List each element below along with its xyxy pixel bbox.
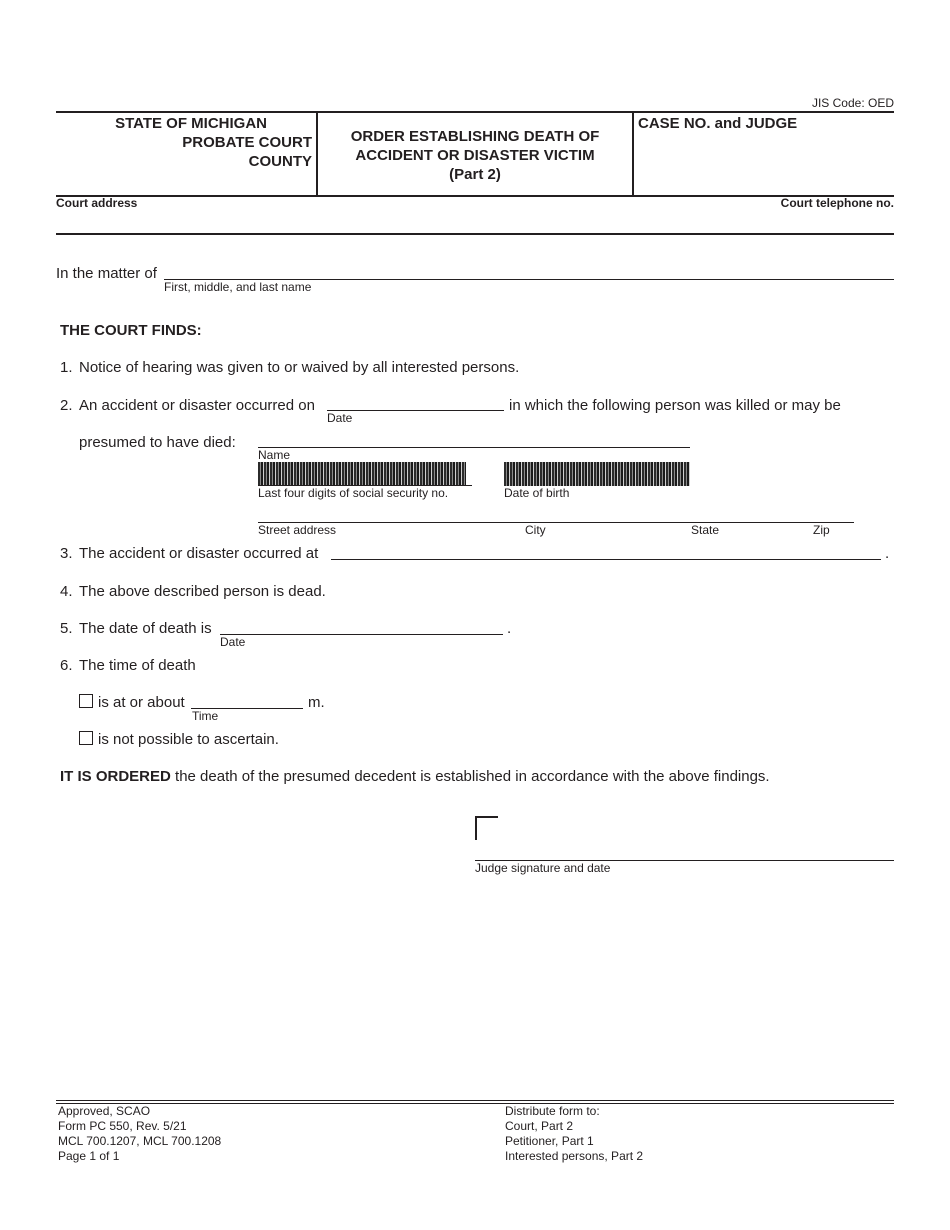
- time-unknown-text: is not possible to ascertain.: [98, 731, 279, 748]
- signature-corner-horizontal: [475, 816, 498, 818]
- header-divider-right: [632, 111, 634, 196]
- order-statement: [60, 768, 770, 785]
- item3-text: The accident or disaster occurred at: [79, 545, 319, 562]
- header-top-rule: [56, 111, 894, 113]
- footer-rule-top: [56, 1100, 894, 1101]
- judge-signature-caption: Judge signature and date: [475, 861, 611, 875]
- order-lead: IT IS ORDERED: [60, 768, 171, 785]
- accident-date-caption: Date: [327, 411, 353, 425]
- death-date-field[interactable]: [220, 634, 503, 635]
- form-title-line2: ACCIDENT OR DISASTER VICTIM: [355, 147, 595, 164]
- state-label: STATE OF MICHIGAN: [115, 115, 267, 132]
- case-no-label: CASE NO. and JUDGE: [638, 115, 798, 132]
- order-text: the death of the presumed decedent is established in accordance with the above findings.: [175, 768, 770, 785]
- matter-name-caption: First, middle, and last name: [164, 280, 312, 294]
- city-caption: City: [525, 523, 546, 537]
- item2-text-a: An accident or disaster occurred on: [79, 397, 315, 414]
- court-finds-heading: THE COURT FINDS:: [60, 322, 202, 339]
- item5-period: .: [507, 620, 512, 637]
- footer-page: Page 1 of 1: [58, 1149, 120, 1163]
- ssn-caption: Last four digits of social security no.: [258, 486, 449, 500]
- header-bottom-rule: [56, 195, 894, 197]
- accident-location-field[interactable]: [331, 559, 881, 560]
- death-date-caption: Date: [220, 635, 246, 649]
- court-address-label: Court address: [56, 196, 138, 210]
- form-title-line1: ORDER ESTABLISHING DEATH OF: [350, 128, 600, 145]
- time-suffix: m.: [308, 694, 325, 711]
- item4-number: 4.: [60, 583, 73, 600]
- footer-distribution-block: [505, 1104, 643, 1164]
- zip-caption: Zip: [813, 523, 830, 537]
- footer-statutes: MCL 700.1207, MCL 700.1208: [58, 1134, 222, 1148]
- dob-redacted-field[interactable]: [504, 462, 690, 486]
- matter-label: In the matter of: [56, 265, 157, 282]
- decedent-name-caption: Name: [258, 448, 291, 462]
- item3-number: 3.: [60, 545, 73, 562]
- footer-distribute-court: Court, Part 2: [505, 1119, 574, 1133]
- form-title-line3: (Part 2): [449, 166, 501, 183]
- address-rule: [56, 233, 894, 235]
- footer-distribute-interested: Interested persons, Part 2: [505, 1149, 644, 1163]
- item3-period: .: [885, 545, 890, 562]
- item6-number: 6.: [60, 657, 73, 674]
- address-field[interactable]: [258, 522, 854, 523]
- item4-text: The above described person is dead.: [79, 583, 326, 600]
- accident-date-field[interactable]: [327, 410, 504, 411]
- item1-text: Notice of hearing was given to or waived by all interested persons.: [79, 359, 520, 376]
- court-label: PROBATE COURT: [182, 134, 312, 151]
- item2-text-c: presumed to have died:: [79, 434, 236, 451]
- footer-approved: Approved, SCAO: [58, 1104, 151, 1118]
- time-known-checkbox[interactable]: [79, 694, 93, 708]
- court-phone-label: Court telephone no.: [780, 196, 894, 210]
- state-caption: State: [691, 523, 720, 537]
- item2-number: 2.: [60, 397, 73, 414]
- county-label: COUNTY: [248, 153, 312, 170]
- footer-approval-block: [58, 1104, 221, 1164]
- item5-text: The date of death is: [79, 620, 212, 637]
- form-title: [318, 127, 632, 184]
- time-unknown-checkbox[interactable]: [79, 731, 93, 745]
- dob-caption: Date of birth: [504, 486, 570, 500]
- jis-code: JIS Code: OED: [811, 96, 894, 110]
- time-known-text: is at or about: [98, 694, 185, 711]
- item2-text-b: in which the following person was killed or may be: [509, 397, 841, 414]
- signature-corner-vertical: [475, 816, 477, 840]
- ssn-redacted-field[interactable]: [258, 462, 466, 486]
- street-caption: Street address: [258, 523, 337, 537]
- footer-distribute-heading: Distribute form to:: [505, 1104, 600, 1118]
- item1-number: 1.: [60, 359, 73, 376]
- decedent-name-field[interactable]: [258, 447, 690, 448]
- death-time-caption: Time: [192, 709, 219, 723]
- item5-number: 5.: [60, 620, 73, 637]
- footer-distribute-petitioner: Petitioner, Part 1: [505, 1134, 594, 1148]
- footer-form-number: Form PC 550, Rev. 5/21: [58, 1119, 187, 1133]
- item6-text: The time of death: [79, 657, 196, 674]
